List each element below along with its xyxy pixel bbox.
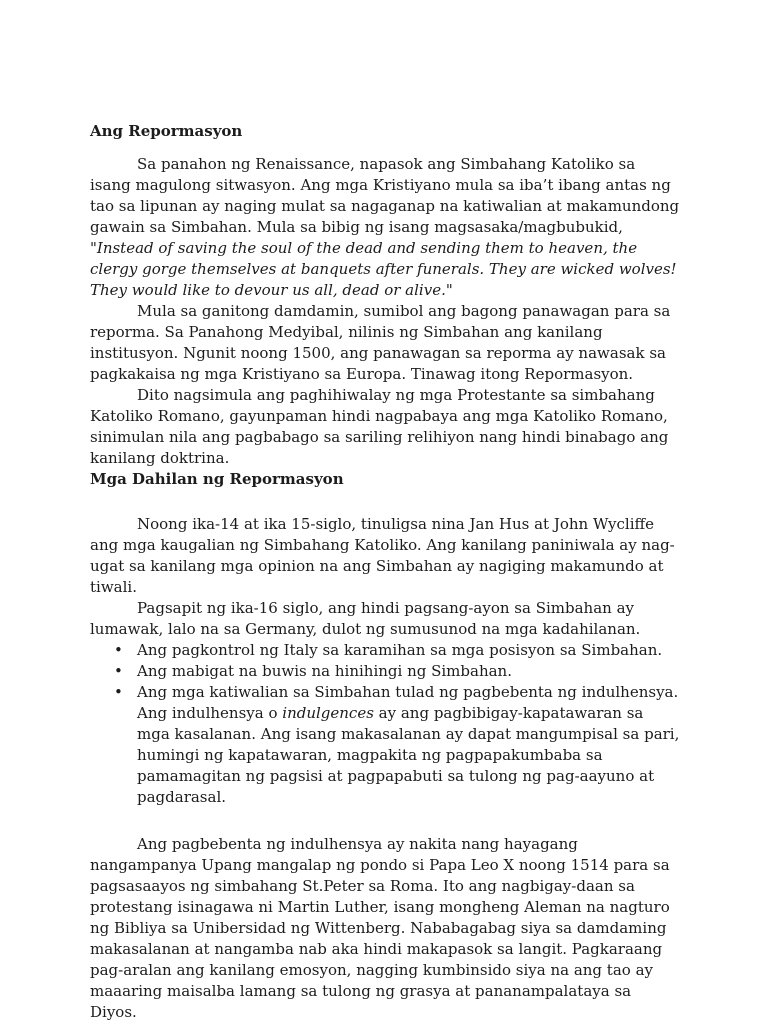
farmer-quote: "Instead of saving the soul of the dead and sending them to heaven, the clergy gorge themselves at banquets after funerals. They are wicked wolves! They would like to devour us all, dead or alive." — [90, 239, 677, 299]
bullet-icon: • — [114, 662, 123, 680]
list-item — [90, 661, 680, 682]
paragraph-text: Sa panahon ng Renaissance, napasok ang Simbahang Katoliko sa isang magulong sitwasyon. Ang mga Kristiyano mula sa iba’t ibang antas ng tao sa lipunan ay naging mulat sa nagaganap na katiwalian at makamundong gawain sa Simbahan. Mula sa bibig ng isang magsasaka/magbubukid, — [90, 155, 680, 236]
document-body — [90, 121, 680, 1023]
list-item-text: Ang pagkontrol ng Italy sa karamihan sa mga posisyon sa Simbahan. — [137, 641, 663, 659]
reasons-list — [90, 640, 680, 808]
list-item — [90, 682, 680, 808]
paragraph-renaissance — [90, 154, 680, 301]
list-item — [90, 640, 680, 661]
bullet-icon: • — [114, 641, 123, 659]
paragraph-hus-wycliffe: Noong ika-14 at ika 15-siglo, tinuligsa nina Jan Hus at John Wycliffe ang mga kaugalian ng Simbahang Katoliko. Ang kanilang paniniwala ay nag-ugat sa kanilang mga opinion na ang Simbahan ay nagiging makamundo at tiwali. — [90, 515, 675, 596]
paragraph-damdamin: Mula sa ganitong damdamin, sumibol ang bagong panawagan para sa reporma. Sa Panahong Medyibal, nilinis ng Simbahan ang kanilang institusyon. Ngunit noong 1500, ang panawagan sa reporma ay nawasak sa pagkakaisa ng mga Kristiyano sa Europa. Tinawag itong Repormasyon. — [90, 302, 671, 383]
section-title-repormasyon: Ang Repormasyon — [90, 122, 243, 140]
paragraph-leo-x: Ang pagbebenta ng indulhensya ay nakita nang hayagang nangampanya Upang mangalap ng pondo si Papa Leo X noong 1514 para sa pagsasaayos ng simbahang St.Peter sa Roma. Ito ang nagbigay-daan sa protestang isinagawa ni Martin Luther, isang mongheng Aleman na nagturo ng Bibliya sa Unibersidad ng Wittenberg. Nababagabag siya sa damdaming makasalanan at nangamba nab aka hindi makapasok sa langit. Pagkaraang pag-aralan ang kanilang emosyon, nagging kumbinsido siya na ang tao ay maaaring maisalba lamang sa tulong ng grasya at pananampalataya sa Diyos. — [90, 835, 670, 1021]
paragraph-ika16: Pagsapit ng ika-16 siglo, ang hindi pagsang-ayon sa Simbahan ay lumawak, lalo na sa Germany, dulot ng sumusunod na mga kadahilanan. — [90, 599, 641, 638]
indulgences-term: indulgences — [282, 704, 374, 722]
paragraph-protestante: Dito nagsimula ang paghihiwalay ng mga Protestante sa simbahang Katoliko Romano, gayunpaman hindi nagpabaya ang mga Katoliko Romano, sinimulan nila ang pagbabago sa sariling relihiyon nang hindi binabago ang kanilang doktrina. — [90, 386, 669, 467]
list-item-text: Ang mabigat na buwis na hinihingi ng Simbahan. — [137, 662, 512, 680]
bullet-icon: • — [114, 683, 123, 701]
list-item-text: Ang mga katiwalian sa Simbahan tulad ng pagbebenta ng indulhensya. Ang indulhensya o — [137, 683, 679, 722]
list-item-text-cont: ay ang pagbibigay-kapatawaran sa mga kasalanan. Ang isang makasalanan ay dapat mangumpisal sa pari, humingi ng kapatawaran, magpakita ng pagpapakumbaba sa pamamagitan ng pagsisi at pagpapabuti sa tulong ng pag-aayuno at pagdarasal. — [137, 704, 680, 806]
section-title-dahilan: Mga Dahilan ng Repormasyon — [90, 470, 344, 488]
